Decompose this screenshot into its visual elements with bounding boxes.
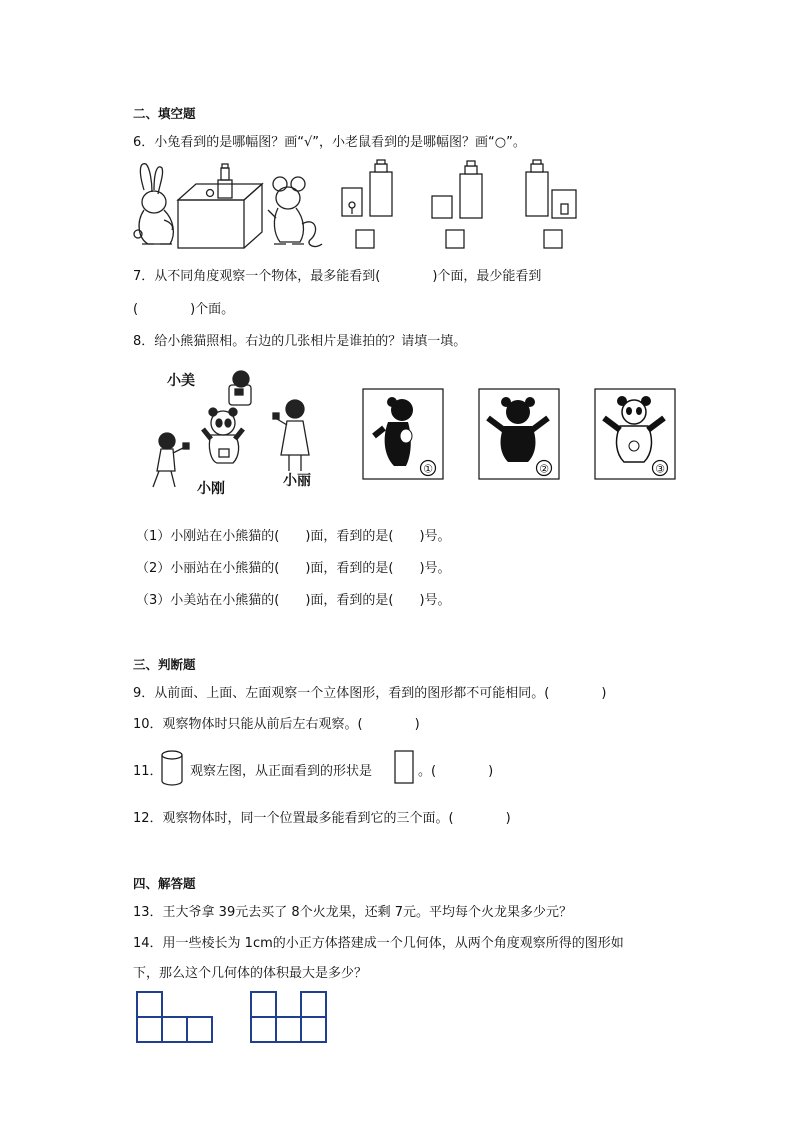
q6-scene-illustration xyxy=(130,160,330,252)
question-11-suffix: 。( ) xyxy=(418,764,494,779)
rabbit-figure xyxy=(134,164,173,244)
question-13: 13．王大爷拿 39元去买了 8个火龙果，还剩 7元。平均每个火龙果多少元？ xyxy=(133,905,573,920)
q8-photo-1 xyxy=(362,388,446,482)
q6-option-3 xyxy=(522,160,582,252)
question-11-middle: 观察左图，从正面看到的形状是 xyxy=(190,764,373,779)
question-8-sub-1: （1）小刚站在小熊猫的( )面，看到的是( )号。 xyxy=(136,529,451,544)
section-heading-solve: 四、解答题 xyxy=(133,876,196,891)
xiaogang-figure xyxy=(153,433,189,487)
label-xiaoli: 小丽 xyxy=(283,473,311,489)
question-8-sub-3: （3）小美站在小熊猫的( )面，看到的是( )号。 xyxy=(136,593,451,608)
q6-option-2 xyxy=(428,160,488,252)
q6-option-1 xyxy=(338,160,398,252)
question-10: 10．观察物体时只能从前后左右观察。( ) xyxy=(133,717,420,732)
label-xiaogang: 小刚 xyxy=(197,481,225,497)
question-9: 9．从前面、上面、左面观察一个立体图形，看到的图形都不可能相同。( ) xyxy=(133,686,607,701)
label-xiaomei: 小美 xyxy=(167,373,195,389)
xiaoli-figure xyxy=(273,400,309,471)
question-12: 12．观察物体时，同一个位置最多能看到它的三个面。( ) xyxy=(133,811,511,826)
xiaomei-figure xyxy=(229,371,251,405)
question-14-line2: 下，那么这个几何体的体积最大是多少？ xyxy=(133,966,368,981)
table-figure xyxy=(178,164,262,248)
q8-photo-2 xyxy=(478,388,562,482)
q8-scene-illustration xyxy=(145,365,345,505)
question-7-line2: ( )个面。 xyxy=(133,302,235,317)
q14-view-2 xyxy=(250,991,330,1045)
panda-figure xyxy=(203,408,243,463)
mouse-figure xyxy=(268,177,322,247)
photo-number-1: ① xyxy=(423,462,433,476)
question-7-line1: 7．从不同角度观察一个物体，最多能看到( )个面，最少能看到 xyxy=(133,269,542,284)
question-8-sub-2: （2）小丽站在小熊猫的( )面，看到的是( )号。 xyxy=(136,561,451,576)
photo-number-3: ③ xyxy=(655,462,665,476)
q8-photo-3 xyxy=(594,388,678,482)
section-heading-true-false: 三、判断题 xyxy=(133,657,196,672)
cylinder-icon xyxy=(160,749,184,789)
section-heading-fill-blank: 二、填空题 xyxy=(133,106,196,121)
question-11-prefix: 11． xyxy=(133,764,163,779)
question-6: 6．小兔看到的是哪幅图？画“√”，小老鼠看到的是哪幅图？画“○”。 xyxy=(133,135,526,150)
rectangle-shape-icon xyxy=(394,750,416,786)
photo-number-2: ② xyxy=(539,462,549,476)
question-8: 8．给小熊猫照相。右边的几张相片是谁拍的？请填一填。 xyxy=(133,334,467,349)
question-14-line1: 14．用一些棱长为 1cm的小正方体搭建成一个几何体，从两个角度观察所得的图形如 xyxy=(133,936,624,951)
q14-view-1 xyxy=(136,991,216,1045)
